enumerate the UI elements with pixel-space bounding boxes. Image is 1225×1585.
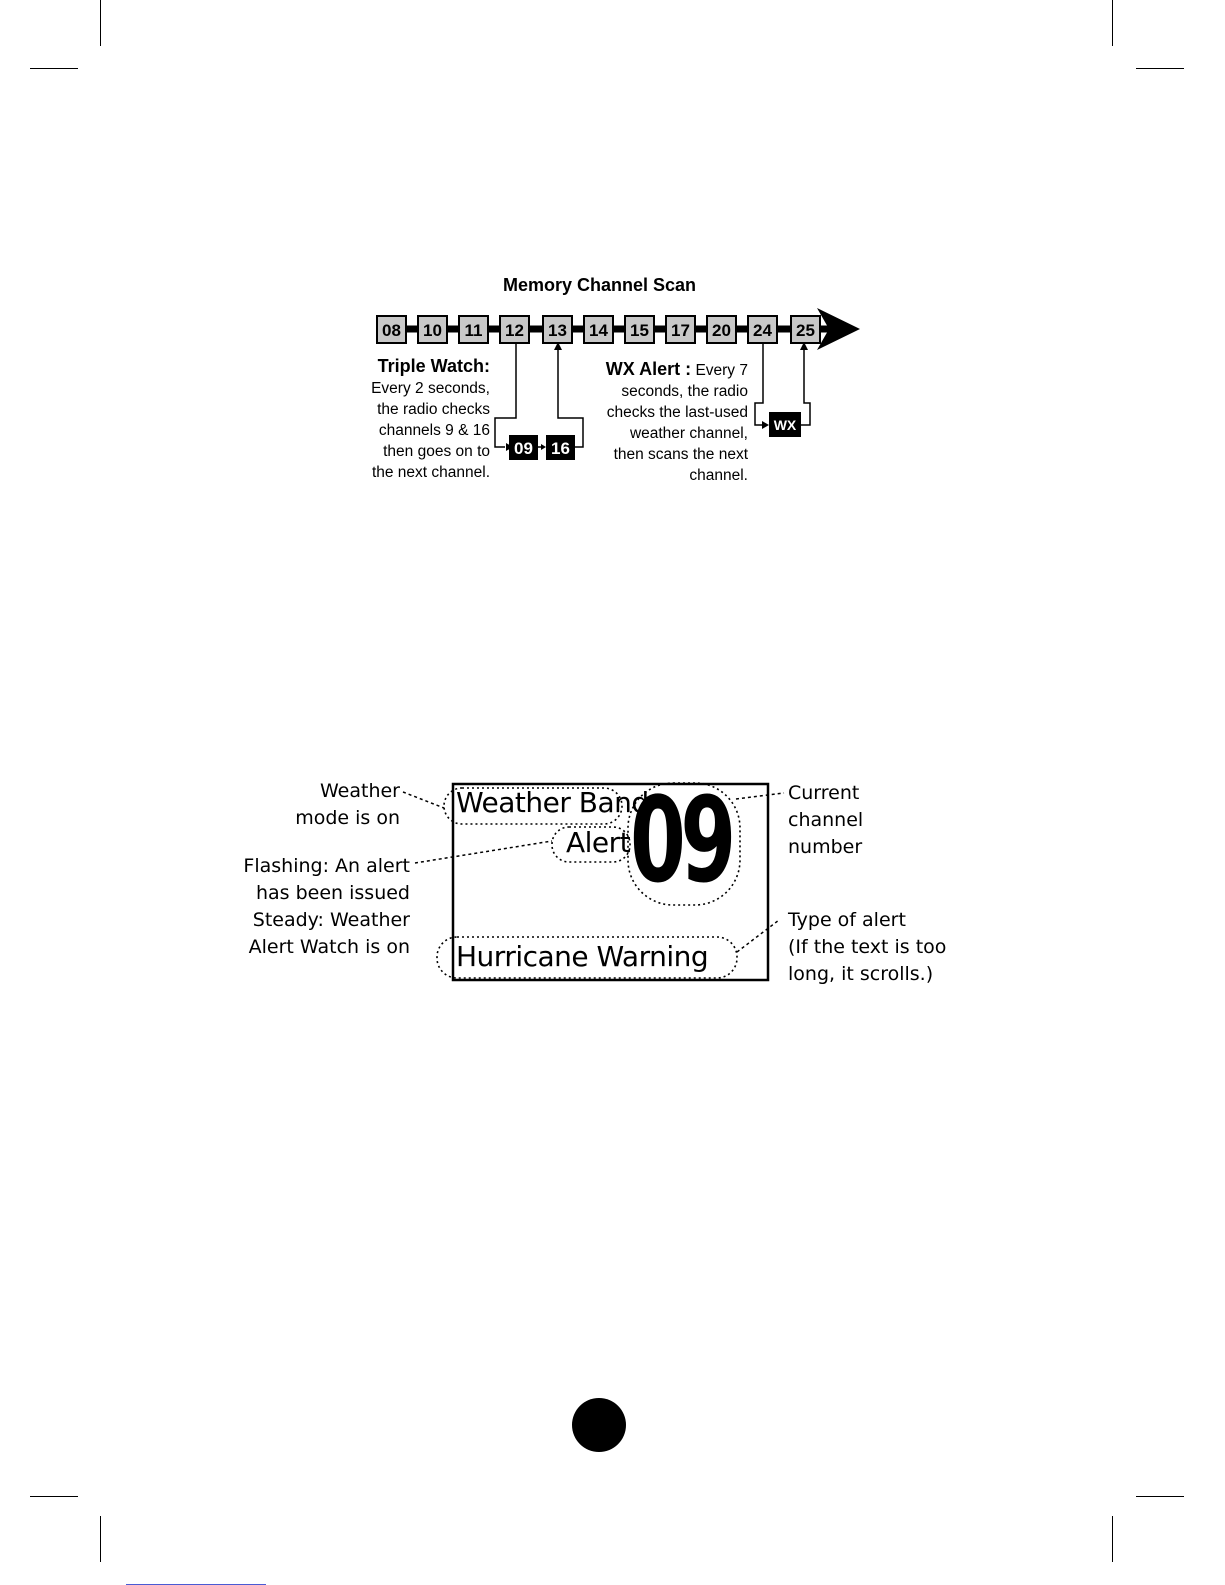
callout-line: (If the text is too	[788, 936, 947, 958]
note-line: then scans the next	[613, 446, 748, 463]
crop-mark	[30, 1496, 78, 1497]
triple-watch-return-path	[558, 348, 583, 447]
channel-label-12: 12	[505, 321, 524, 340]
callout-line: long, it scrolls.)	[788, 963, 934, 985]
note-line: checks the last-used	[606, 404, 748, 421]
lcd-channel-number: 09	[630, 771, 731, 909]
note-line: the next channel.	[371, 464, 490, 481]
callout-line: channel	[788, 809, 864, 831]
callout-line: mode is on	[295, 807, 400, 829]
leader-weather-mode	[403, 792, 444, 808]
wx-alert-note	[606, 359, 748, 486]
leader-alert-type	[737, 920, 779, 952]
crop-mark	[100, 0, 101, 46]
note-line: channel.	[689, 467, 748, 484]
callout-weather-mode	[295, 778, 400, 832]
channel-label-25: 25	[796, 321, 815, 340]
callout-type-of-alert	[788, 907, 946, 988]
triple-watch-channel-09: 09	[514, 439, 533, 458]
channel-label-20: 20	[712, 321, 731, 340]
note-line: the radio checks	[377, 401, 490, 418]
wx-alert-return-path	[801, 348, 810, 425]
note-line: Every 7	[695, 362, 748, 379]
note-line: channels 9 & 16	[378, 422, 490, 439]
page-number-dot	[572, 1398, 626, 1452]
callout-line: Flashing: An alert	[243, 855, 410, 877]
channel-label-10: 10	[423, 321, 442, 340]
channel-label-11: 11	[464, 321, 483, 340]
callout-line: number	[788, 836, 863, 858]
note-line: then goes on to	[383, 443, 490, 460]
triple-watch-heading: Triple Watch:	[377, 356, 490, 376]
note-line: seconds, the radio	[621, 383, 748, 400]
scan-title: Memory Channel Scan	[503, 275, 697, 295]
lcd-alert: Alert	[566, 826, 631, 859]
wx-box-label: WX	[773, 417, 797, 433]
wx-alert-path	[755, 342, 763, 425]
callout-line: Alert Watch is on	[248, 936, 410, 958]
callout-line: Steady: Weather	[252, 909, 410, 931]
channel-label-13: 13	[548, 321, 567, 340]
channel-label-14: 14	[589, 321, 608, 340]
crop-mark	[30, 68, 78, 69]
crop-mark	[1112, 1516, 1113, 1562]
note-line: Every 2 seconds,	[371, 380, 490, 397]
callout-current-channel	[788, 780, 863, 861]
callout-line: has been issued	[255, 882, 410, 904]
callout-alert-status	[243, 853, 410, 961]
lcd-alert-type: Hurricane Warning	[456, 940, 709, 973]
triple-watch-note	[371, 356, 490, 483]
crop-mark	[1136, 68, 1184, 69]
wx-alert-heading: WX Alert :	[605, 359, 692, 379]
triple-watch-channel-16: 16	[551, 439, 570, 458]
channel-label-24: 24	[753, 321, 772, 340]
crop-mark	[1112, 0, 1113, 46]
lcd-display-diagram	[240, 771, 960, 1005]
lcd-weather-band: Weather Band	[456, 786, 649, 819]
callout-line: Type of alert	[788, 909, 906, 931]
triple-watch-path	[495, 342, 516, 447]
channel-label-15: 15	[630, 321, 649, 340]
arrow-tip	[541, 444, 546, 450]
callout-line: Weather	[320, 780, 400, 802]
note-line: weather channel,	[629, 425, 748, 442]
arrow-tip	[762, 421, 769, 429]
leader-alert	[415, 841, 552, 863]
channel-label-17: 17	[671, 321, 690, 340]
crop-mark	[100, 1516, 101, 1562]
leader-current-channel	[736, 793, 784, 799]
memory-channel-scan-diagram	[355, 270, 875, 500]
callout-line: Current	[788, 782, 860, 804]
crop-mark	[1136, 1496, 1184, 1497]
channel-label-08: 08	[382, 321, 401, 340]
